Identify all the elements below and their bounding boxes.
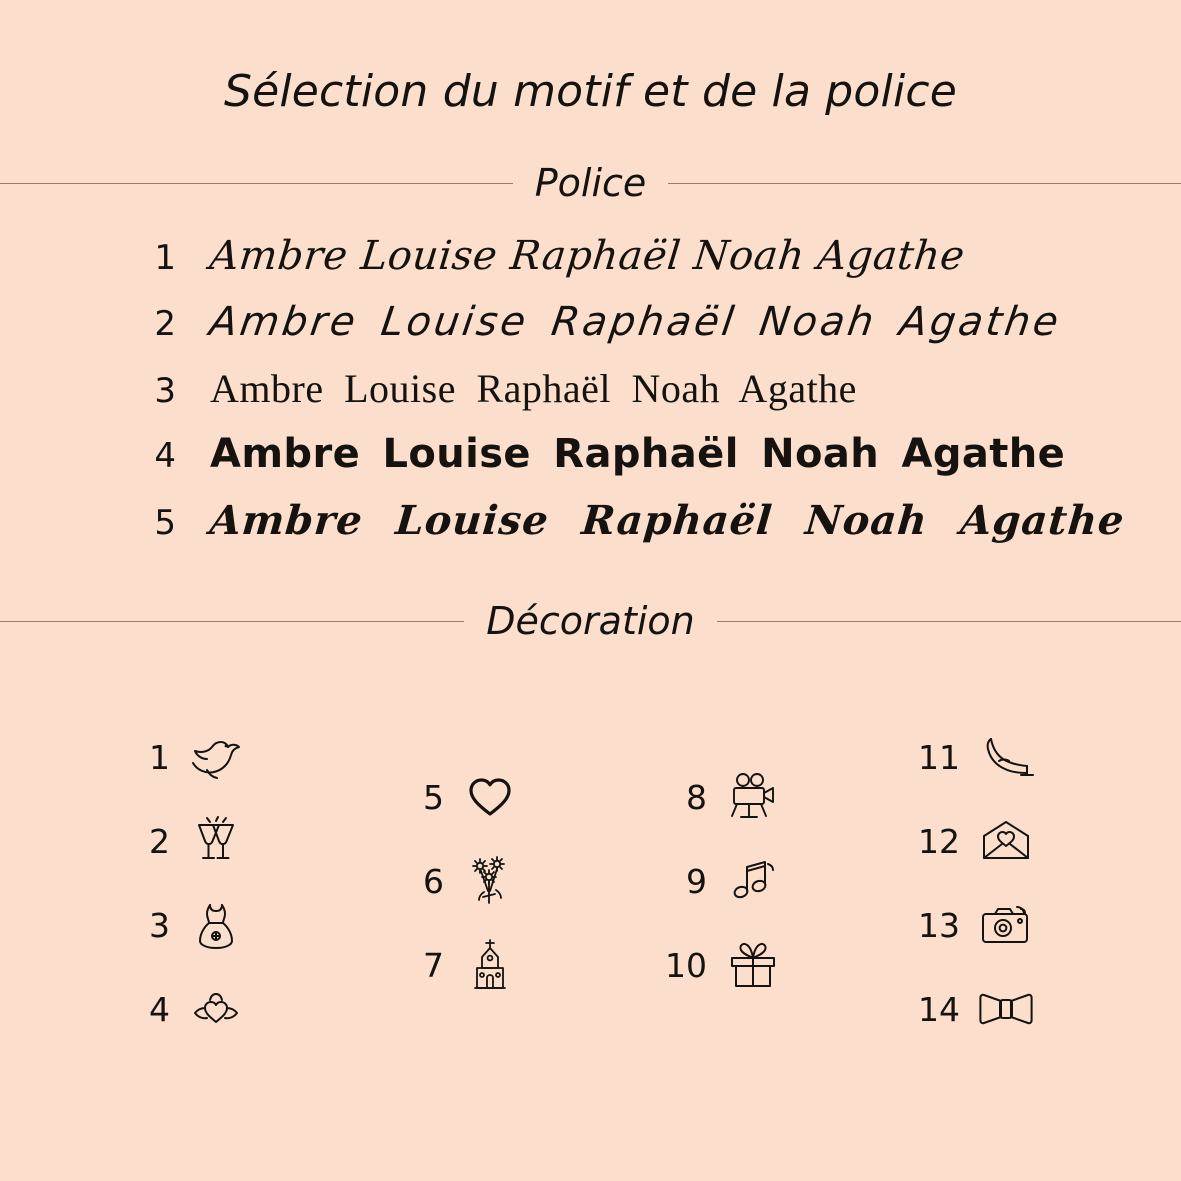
flower-bouquet-icon	[458, 849, 522, 913]
section-label-decoration: Décoration	[486, 599, 695, 643]
decoration-option-9[interactable]	[655, 839, 785, 923]
decoration-column-2	[392, 755, 522, 1007]
decoration-option-number: 2	[149, 821, 170, 861]
decoration-option-number: 5	[423, 777, 444, 817]
music-notes-icon	[721, 849, 785, 913]
page-title: Sélection du motif et de la police	[223, 66, 958, 117]
decoration-option-11[interactable]	[908, 715, 1038, 799]
decoration-option-number: 13	[918, 905, 960, 945]
decoration-column-3	[655, 755, 785, 1007]
decoration-grid	[0, 683, 1181, 1043]
font-option-1[interactable]	[0, 231, 1181, 297]
decoration-option-number: 3	[149, 905, 170, 945]
font-option-number: 2	[154, 304, 176, 344]
wedding-dress-icon	[184, 893, 248, 957]
divider-left	[0, 183, 513, 184]
decoration-option-6[interactable]	[392, 839, 522, 923]
decoration-option-number: 6	[423, 861, 444, 901]
decoration-option-number: 7	[423, 945, 444, 985]
champagne-toast-icon	[184, 809, 248, 873]
high-heel-shoe-icon	[974, 725, 1038, 789]
font-option-number: 3	[154, 371, 176, 411]
decoration-option-12[interactable]	[908, 799, 1038, 883]
heart-icon	[458, 765, 522, 829]
decoration-column-1	[118, 715, 248, 1051]
font-option-sample: Ambre Louise Raphaël Noah Agathe	[210, 366, 857, 411]
decoration-option-number: 8	[686, 777, 707, 817]
section-header-decoration	[0, 599, 1181, 643]
font-option-sample: Ambre Louise Raphaël Noah Agathe	[207, 497, 1127, 544]
decoration-option-4[interactable]	[118, 967, 248, 1051]
divider-right	[668, 183, 1181, 184]
church-icon	[458, 933, 522, 997]
decoration-option-8[interactable]	[655, 755, 785, 839]
decoration-option-10[interactable]	[655, 923, 785, 1007]
decoration-option-number: 1	[149, 737, 170, 777]
decoration-option-5[interactable]	[392, 755, 522, 839]
decoration-option-3[interactable]	[118, 883, 248, 967]
section-label-police: Police	[534, 161, 647, 205]
font-option-4[interactable]	[0, 429, 1181, 495]
claddagh-heart-hands-icon	[184, 977, 248, 1041]
dove-icon	[184, 725, 248, 789]
decoration-option-number: 14	[918, 989, 960, 1029]
camera-icon	[974, 893, 1038, 957]
font-option-number: 4	[154, 436, 176, 476]
font-option-list	[0, 231, 1181, 561]
movie-camera-icon	[721, 765, 785, 829]
decoration-option-2[interactable]	[118, 799, 248, 883]
decoration-column-4	[908, 715, 1038, 1051]
decoration-option-number: 11	[918, 737, 960, 777]
decoration-option-number: 9	[686, 861, 707, 901]
decoration-option-7[interactable]	[392, 923, 522, 1007]
font-option-number: 5	[154, 503, 176, 543]
font-option-2[interactable]	[0, 297, 1181, 363]
decoration-option-number: 10	[665, 945, 707, 985]
decoration-option-13[interactable]	[908, 883, 1038, 967]
decoration-option-number: 12	[918, 821, 960, 861]
font-option-sample: Ambre Louise Raphaël Noah Agathe	[210, 431, 1066, 477]
divider-left	[0, 621, 464, 622]
font-option-sample: Ambre Louise Raphaël Noah Agathe	[206, 299, 1064, 345]
font-option-number: 1	[154, 238, 176, 278]
decoration-option-1[interactable]	[118, 715, 248, 799]
section-header-police	[0, 161, 1181, 205]
font-option-sample: Ambre Louise Raphaël Noah Agathe	[207, 233, 967, 279]
divider-right	[717, 621, 1181, 622]
decoration-option-number: 4	[149, 989, 170, 1029]
font-option-3[interactable]	[0, 363, 1181, 429]
bow-tie-icon	[974, 977, 1038, 1041]
font-option-5[interactable]	[0, 495, 1181, 561]
gift-box-icon	[721, 933, 785, 997]
love-letter-envelope-icon	[974, 809, 1038, 873]
decoration-option-14[interactable]	[908, 967, 1038, 1051]
